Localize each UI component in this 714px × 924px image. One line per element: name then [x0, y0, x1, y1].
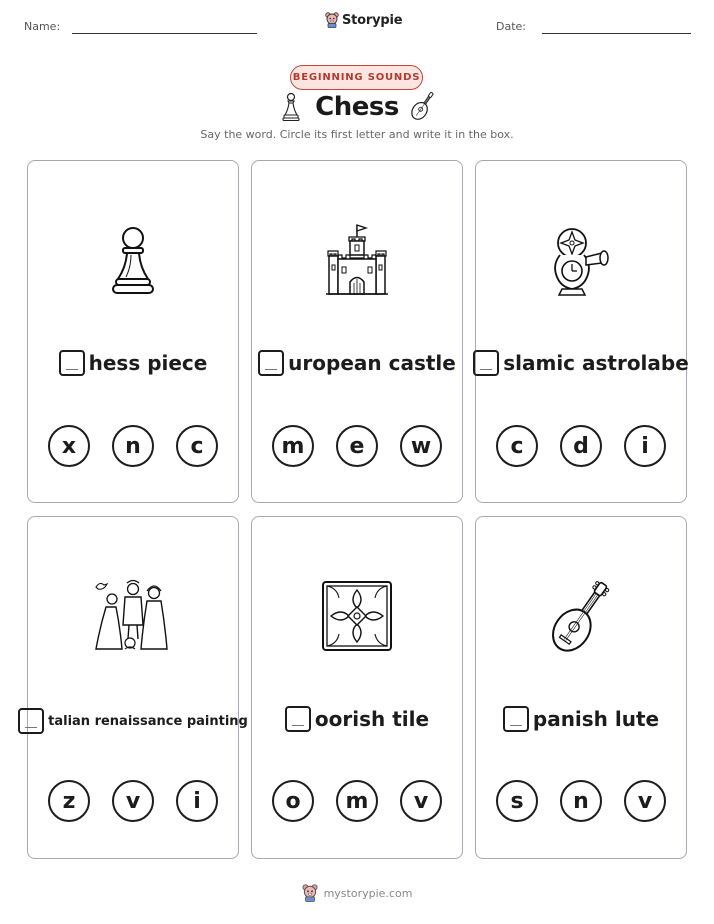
letter-choice[interactable]: i	[176, 780, 218, 822]
word-card	[27, 160, 239, 503]
letter-choice[interactable]: n	[560, 780, 602, 822]
letter-choice[interactable]: c	[176, 425, 218, 467]
pawn-icon	[281, 92, 301, 122]
footer-url[interactable]: mystorypie.com	[323, 886, 413, 900]
letter-choice[interactable]: m	[272, 425, 314, 467]
letter-choices	[28, 780, 238, 822]
castle-icon	[324, 223, 390, 299]
answer-box[interactable]	[285, 706, 311, 732]
word-prompt	[252, 706, 462, 732]
word-text: oorish tile	[314, 707, 430, 731]
word-card	[251, 160, 463, 503]
letter-choice[interactable]: n	[112, 425, 154, 467]
brand-name: Storypie	[342, 12, 403, 28]
letter-choices	[252, 780, 462, 822]
name-label: Name:	[24, 20, 61, 33]
word-card	[475, 516, 687, 859]
footer	[0, 884, 714, 902]
letter-choice[interactable]: v	[400, 780, 442, 822]
answer-box[interactable]	[503, 706, 529, 732]
answer-box[interactable]	[59, 350, 85, 376]
letter-choice[interactable]: s	[496, 780, 538, 822]
letter-choice[interactable]: v	[624, 780, 666, 822]
letter-choice[interactable]: z	[48, 780, 90, 822]
astrolabe-icon	[548, 225, 614, 299]
bear-mascot-icon	[325, 12, 339, 28]
category-badge: BEGINNING SOUNDS	[290, 65, 423, 90]
word-prompt	[28, 350, 238, 376]
date-field[interactable]	[542, 33, 691, 34]
word-text: hess piece	[88, 351, 208, 375]
page-title: Chess	[315, 92, 399, 122]
word-text: panish lute	[532, 707, 660, 731]
moorish-tile-icon	[321, 580, 393, 652]
letter-choice[interactable]: c	[496, 425, 538, 467]
letter-choice[interactable]: o	[272, 780, 314, 822]
word-text: slamic astrolabe	[503, 351, 689, 375]
instructions: Say the word. Circle its first letter and write it in the box.	[200, 128, 514, 141]
word-text: talian renaissance painting	[48, 713, 248, 729]
letter-choice[interactable]: i	[624, 425, 666, 467]
letter-choices	[476, 425, 686, 467]
word-text: uropean castle	[288, 351, 456, 375]
letter-choices	[252, 425, 462, 467]
name-field[interactable]	[72, 33, 257, 34]
answer-box[interactable]	[258, 350, 284, 376]
chess-pawn-icon	[108, 223, 158, 298]
letter-choices	[28, 425, 238, 467]
word-prompt	[252, 350, 462, 376]
letter-choice[interactable]: v	[112, 780, 154, 822]
letter-choice[interactable]: x	[48, 425, 90, 467]
lute-title-icon	[410, 89, 436, 123]
word-prompt	[476, 706, 686, 732]
letter-choice[interactable]: d	[560, 425, 602, 467]
letter-choice[interactable]: e	[336, 425, 378, 467]
letter-choice[interactable]: m	[336, 780, 378, 822]
date-label: Date:	[496, 20, 526, 33]
lute-icon	[548, 575, 614, 659]
bear-mascot-icon	[302, 884, 318, 902]
letter-choice[interactable]: w	[400, 425, 442, 467]
word-card	[27, 516, 248, 859]
word-card	[475, 160, 687, 503]
answer-box[interactable]	[18, 708, 44, 734]
word-prompt	[476, 350, 689, 376]
storypie-logo	[325, 12, 402, 28]
word-prompt	[28, 708, 248, 734]
word-card	[251, 516, 463, 859]
answer-box[interactable]	[473, 350, 499, 376]
letter-choices	[476, 780, 686, 822]
renaissance-painting-icon	[92, 577, 174, 657]
